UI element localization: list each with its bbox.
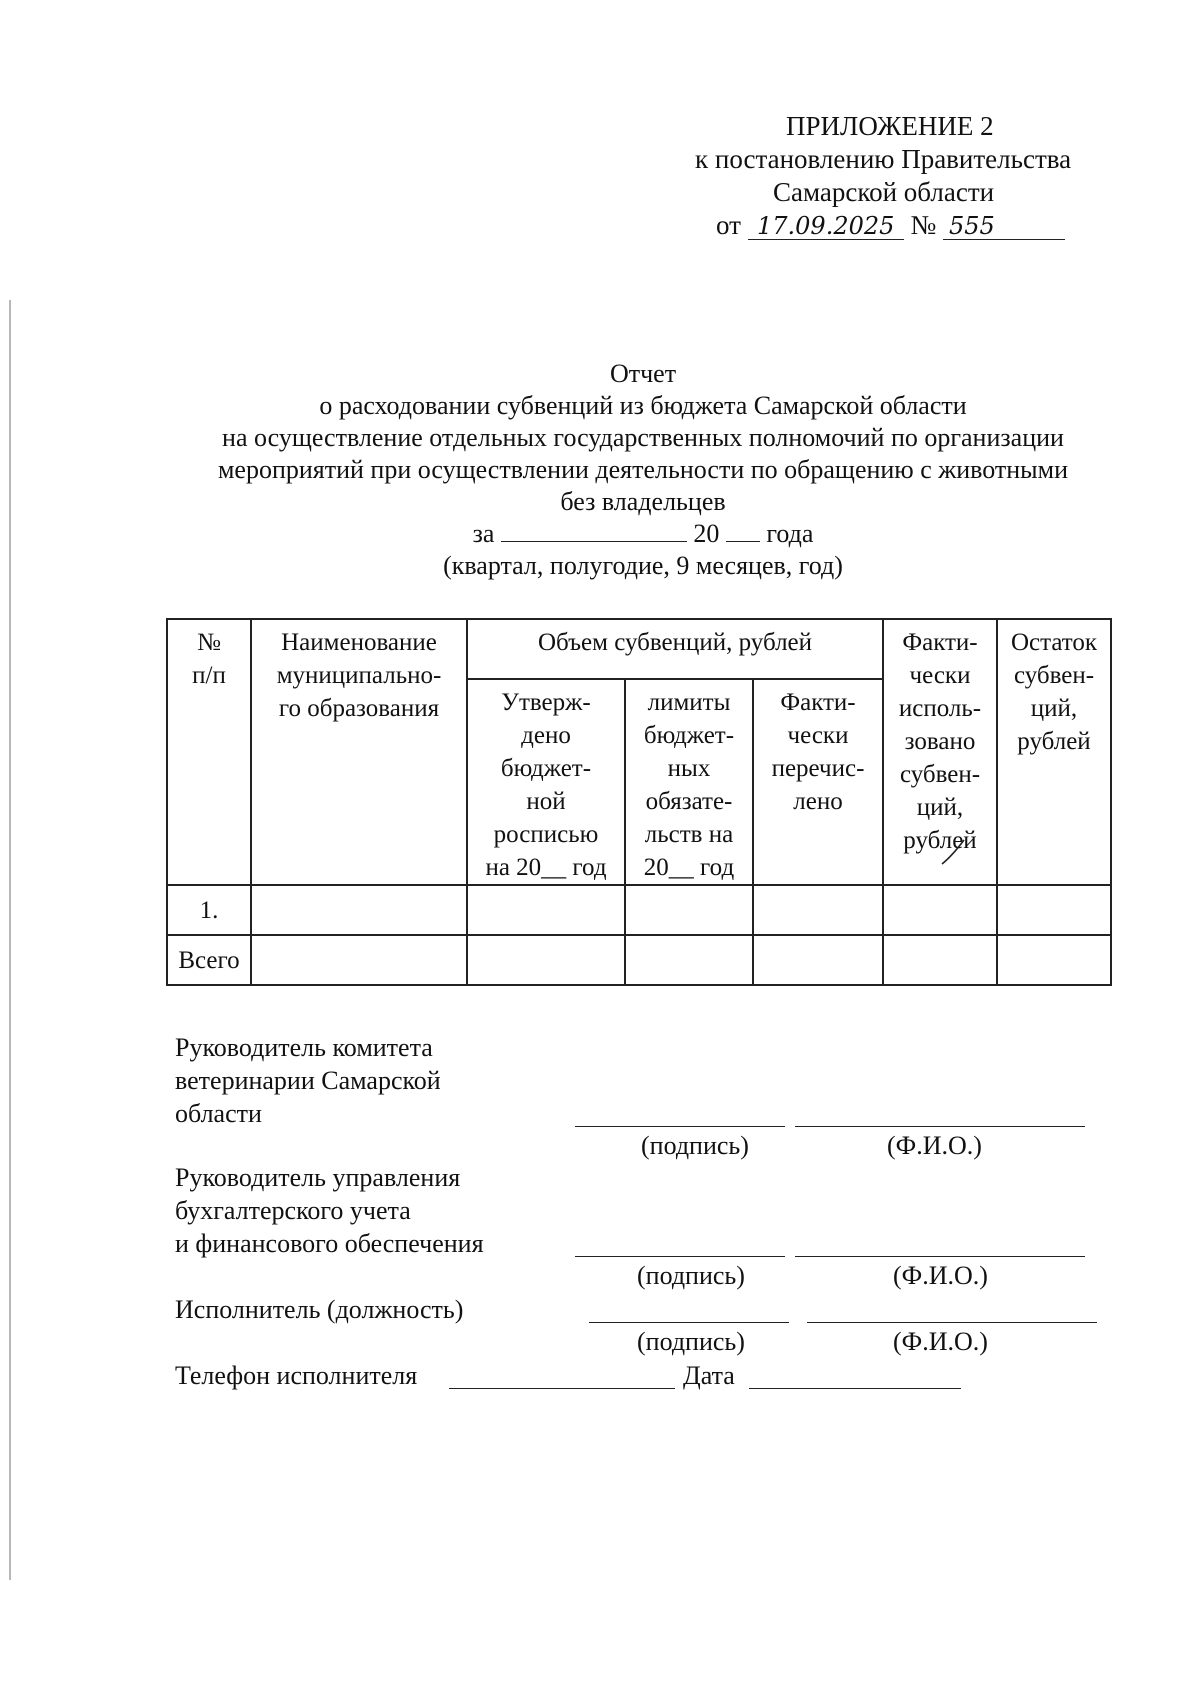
row1-number: 1. — [167, 885, 251, 935]
head1-line2: ветеринарии Самарской — [175, 1066, 441, 1095]
row1-cell[interactable] — [467, 885, 625, 935]
total-label: Всего — [167, 935, 251, 985]
appendix-region-line: Самарской области — [773, 177, 995, 207]
header-actually-transferred: Факти- чески перечис- лено — [753, 679, 883, 885]
head1-line1: Руководитель комитета — [175, 1033, 433, 1062]
header-number: № п/п — [167, 619, 251, 885]
total-cell[interactable] — [467, 935, 625, 985]
executor-fio-line[interactable] — [807, 1322, 1097, 1323]
number-sign: № — [910, 210, 937, 240]
report-title: Отчет — [609, 359, 677, 388]
scan-edge-line — [9, 300, 11, 1580]
handwritten-date: 17.09.2025 — [748, 213, 904, 240]
period-year: 20 — [693, 519, 720, 548]
period-suffix: года — [766, 519, 814, 548]
row1-cell[interactable] — [625, 885, 753, 935]
total-cell[interactable] — [997, 935, 1111, 985]
header-municipality: Наименование муниципально- го образования — [251, 619, 467, 885]
appendix-date-number-line — [716, 209, 1065, 241]
head1-signature-line[interactable] — [575, 1126, 785, 1127]
table-row — [167, 885, 1111, 935]
period-prefix: за — [472, 519, 495, 548]
header-remainder: Остаток субвен- ций, рублей — [997, 619, 1111, 885]
date-prefix: от — [716, 210, 741, 240]
total-cell[interactable] — [251, 935, 467, 985]
header-approved-budget: Утверж- дено бюджет- ной росписью на 20__ год — [467, 679, 625, 885]
head2-line1: Руководитель управления — [175, 1163, 461, 1192]
report-period-note: (квартал, полугодие, 9 месяцев, год) — [443, 551, 843, 580]
period-blank[interactable] — [501, 519, 687, 542]
date-line[interactable] — [749, 1388, 961, 1389]
row1-cell[interactable] — [251, 885, 467, 935]
caption-signature: (подпись) — [637, 1327, 745, 1356]
head1-fio-line[interactable] — [795, 1126, 1085, 1127]
handwritten-number: 555 — [943, 213, 1065, 240]
date-label: Дата — [683, 1361, 735, 1390]
executor-label: Исполнитель (должность) — [175, 1295, 464, 1324]
appendix-decree-line: к постановлению Правительства — [695, 144, 1072, 174]
row1-cell[interactable] — [997, 885, 1111, 935]
caption-fio: (Ф.И.О.) — [893, 1327, 988, 1356]
row1-cell[interactable] — [883, 885, 997, 935]
header-actually-used: Факти- чески исполь- зовано субвен- ций, рублей — [883, 619, 997, 885]
total-cell[interactable] — [883, 935, 997, 985]
executor-signature-line[interactable] — [589, 1322, 789, 1323]
head2-fio-line[interactable] — [795, 1256, 1085, 1257]
caption-signature: (подпись) — [637, 1261, 745, 1290]
row1-cell[interactable] — [753, 885, 883, 935]
head2-signature-line[interactable] — [575, 1256, 785, 1257]
caption-signature: (подпись) — [641, 1131, 749, 1160]
header-subvention-volume: Объем субвенций, рублей — [467, 619, 883, 679]
subvention-table — [166, 618, 1112, 986]
report-title-line3: мероприятий при осуществлении деятельности по обращению с животными — [217, 455, 1069, 484]
report-title-block — [160, 358, 1126, 582]
table-row — [167, 935, 1111, 985]
head1-line3: области — [175, 1099, 262, 1128]
caption-fio: (Ф.И.О.) — [893, 1261, 988, 1290]
total-cell[interactable] — [753, 935, 883, 985]
caption-fio: (Ф.И.О.) — [887, 1131, 982, 1160]
report-title-line4: без владельцев — [560, 487, 726, 516]
head2-line2: бухгалтерского учета — [175, 1196, 411, 1225]
report-title-line2: на осуществление отдельных государственных полномочий по организации — [222, 423, 1064, 452]
header-budget-limits: лимиты бюджет- ных обязате- льств на 20__ год — [625, 679, 753, 885]
pen-tick-mark — [940, 838, 966, 866]
head2-line3: и финансового обеспечения — [175, 1229, 484, 1258]
phone-line[interactable] — [449, 1388, 675, 1389]
total-cell[interactable] — [625, 935, 753, 985]
appendix-title: ПРИЛОЖЕНИЕ 2 — [786, 111, 994, 141]
report-title-line1: о расходовании субвенций из бюджета Самарской области — [319, 391, 967, 420]
phone-label: Телефон исполнителя — [175, 1361, 418, 1390]
report-period-line — [160, 518, 1126, 550]
year-blank[interactable] — [726, 519, 760, 542]
